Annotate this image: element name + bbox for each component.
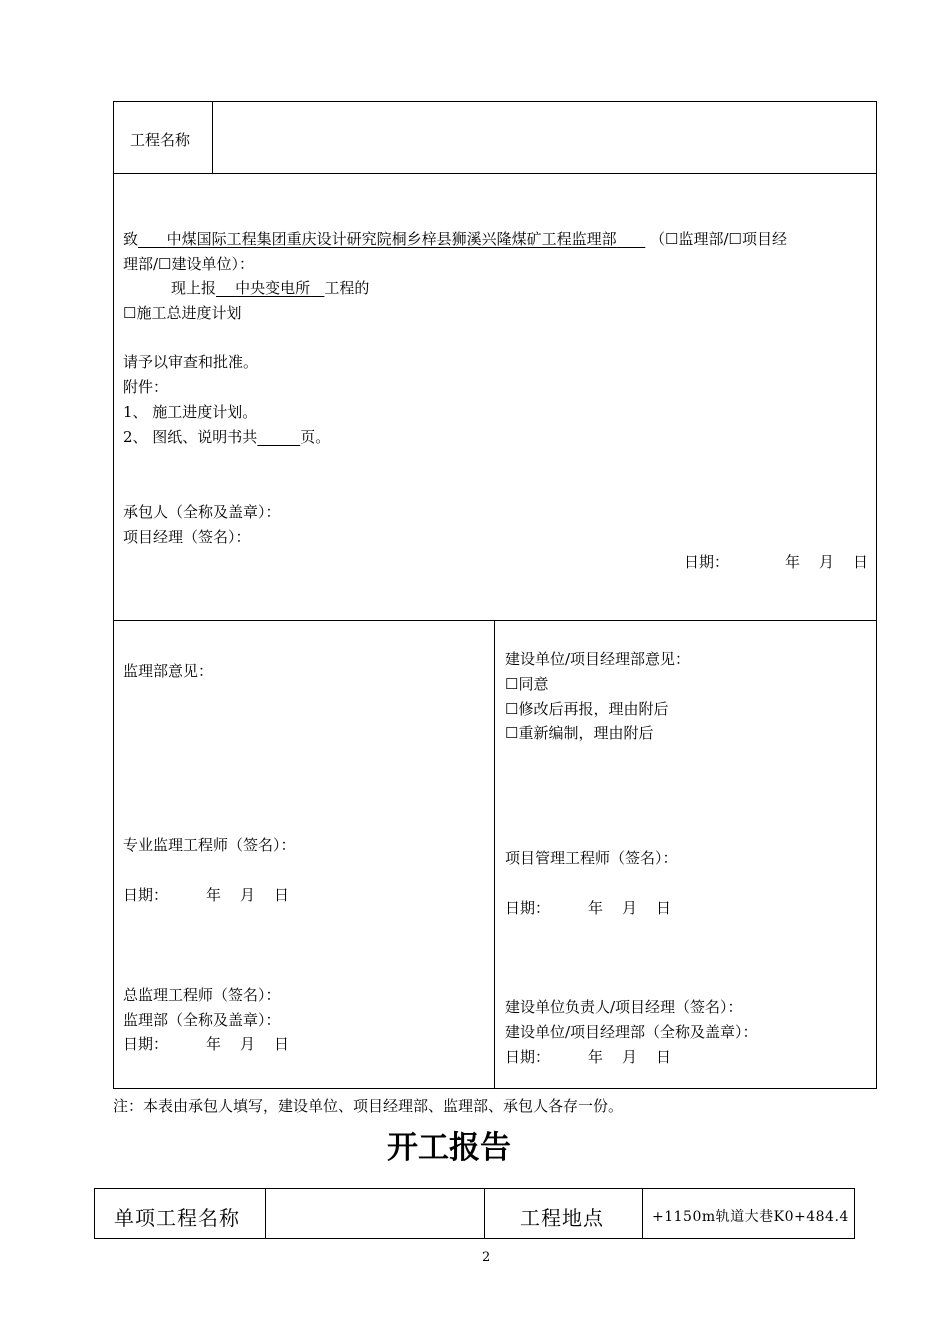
report-table-right	[854, 1188, 855, 1239]
report-table-divider-1	[265, 1188, 266, 1239]
supervision-dept-seal: 监理部（全称及盖章）：	[123, 1011, 281, 1029]
report-table-top	[94, 1188, 855, 1189]
start-report-title: 开工报告	[387, 1130, 511, 1166]
contractor-label: 承包人（全称及盖章）：	[123, 503, 281, 521]
project-name-label: 工程名称	[130, 131, 191, 149]
page-count-blank[interactable]	[257, 428, 300, 446]
report-table-bottom	[94, 1238, 855, 1239]
owner-leader-sign: 建设单位负责人/项目经理（签名）：	[505, 998, 743, 1016]
table-divider-name	[212, 101, 213, 174]
table-row-line-2	[113, 620, 877, 621]
location-value: +1150m轨道大巷K0+484.4	[652, 1209, 849, 1225]
form-note: 注：本表由承包人填写，建设单位、项目经理部、监理部、承包人各存一份。	[113, 1097, 624, 1115]
supervision-date-2-month: 月	[240, 1035, 256, 1053]
supervision-date-1-month: 月	[240, 886, 256, 904]
form-date-year: 年	[785, 553, 801, 571]
supervision-date-1-year: 年	[206, 886, 222, 904]
owner-engineer-sign: 项目管理工程师（签名）：	[505, 849, 678, 867]
supervision-date-2-day: 日	[274, 1035, 290, 1053]
owner-date-1-year: 年	[588, 899, 604, 917]
owner-date-2-day: 日	[656, 1048, 672, 1066]
table-border-left	[113, 101, 114, 1089]
report-table-divider-2	[484, 1188, 485, 1239]
attachment-1: 1、 施工进度计划。	[123, 403, 258, 421]
report-line	[171, 277, 369, 298]
table-border-top	[113, 101, 877, 102]
report-suffix: 工程的	[324, 279, 370, 297]
owner-date-2: 日期：	[505, 1048, 551, 1066]
plan-checkbox[interactable]: ☐施工总进度计划	[123, 304, 242, 322]
to-org: 中煤国际工程集团重庆设计研究院桐乡梓县狮溪兴隆煤矿工程监理部	[166, 230, 617, 248]
supervision-date-1: 日期：	[123, 886, 169, 904]
supervision-engineer-sign: 专业监理工程师（签名）：	[123, 836, 296, 854]
report-target: 中央变电所	[235, 279, 311, 297]
request-text: 请予以审查和批准。	[123, 353, 259, 371]
page-number: 2	[482, 1250, 491, 1265]
owner-date-1-month: 月	[622, 899, 638, 917]
supervision-date-1-day: 日	[274, 886, 290, 904]
owner-dept-seal: 建设单位/项目经理部（全称及盖章）：	[505, 1023, 758, 1041]
table-border-bottom	[113, 1088, 877, 1089]
location-label: 工程地点	[520, 1206, 604, 1230]
to-options-continued: 理部/☐建设单位）：	[123, 255, 255, 273]
owner-date-1: 日期：	[505, 899, 551, 917]
attachment-2: 2、 图纸、说明书共 页。	[123, 428, 331, 446]
form-date-month: 月	[819, 553, 835, 571]
report-table-divider-3	[642, 1188, 643, 1239]
owner-option-revise[interactable]: ☐修改后再报，理由附后	[505, 700, 669, 718]
form-date-label: 日期：	[684, 553, 730, 571]
report-table-left	[94, 1188, 95, 1239]
supervision-date-2: 日期：	[123, 1035, 169, 1053]
table-divider-opinions	[494, 620, 495, 1089]
to-line	[123, 228, 787, 249]
item-name-label: 单项工程名称	[114, 1206, 240, 1230]
to-prefix: 致	[123, 230, 139, 248]
owner-date-2-year: 年	[588, 1048, 604, 1066]
owner-date-2-month: 月	[622, 1048, 638, 1066]
form-date-day: 日	[853, 553, 869, 571]
pm-sign-label: 项目经理（签名）：	[123, 528, 251, 546]
owner-option-agree[interactable]: ☐同意	[505, 675, 549, 693]
owner-opinion-label: 建设单位/项目经理部意见：	[505, 650, 691, 668]
report-prefix: 现上报	[171, 279, 217, 297]
to-options: （☐监理部/☐项目经	[650, 230, 787, 248]
table-border-right	[876, 101, 877, 1089]
supervision-date-2-year: 年	[206, 1035, 222, 1053]
supervision-opinion-label: 监理部意见：	[123, 662, 214, 680]
owner-date-1-day: 日	[656, 899, 672, 917]
table-row-line-1	[113, 173, 877, 174]
owner-option-redo[interactable]: ☐重新编制，理由附后	[505, 724, 654, 742]
attachments-label: 附件：	[123, 378, 169, 396]
supervision-chief-sign: 总监理工程师（签名）：	[123, 986, 281, 1004]
